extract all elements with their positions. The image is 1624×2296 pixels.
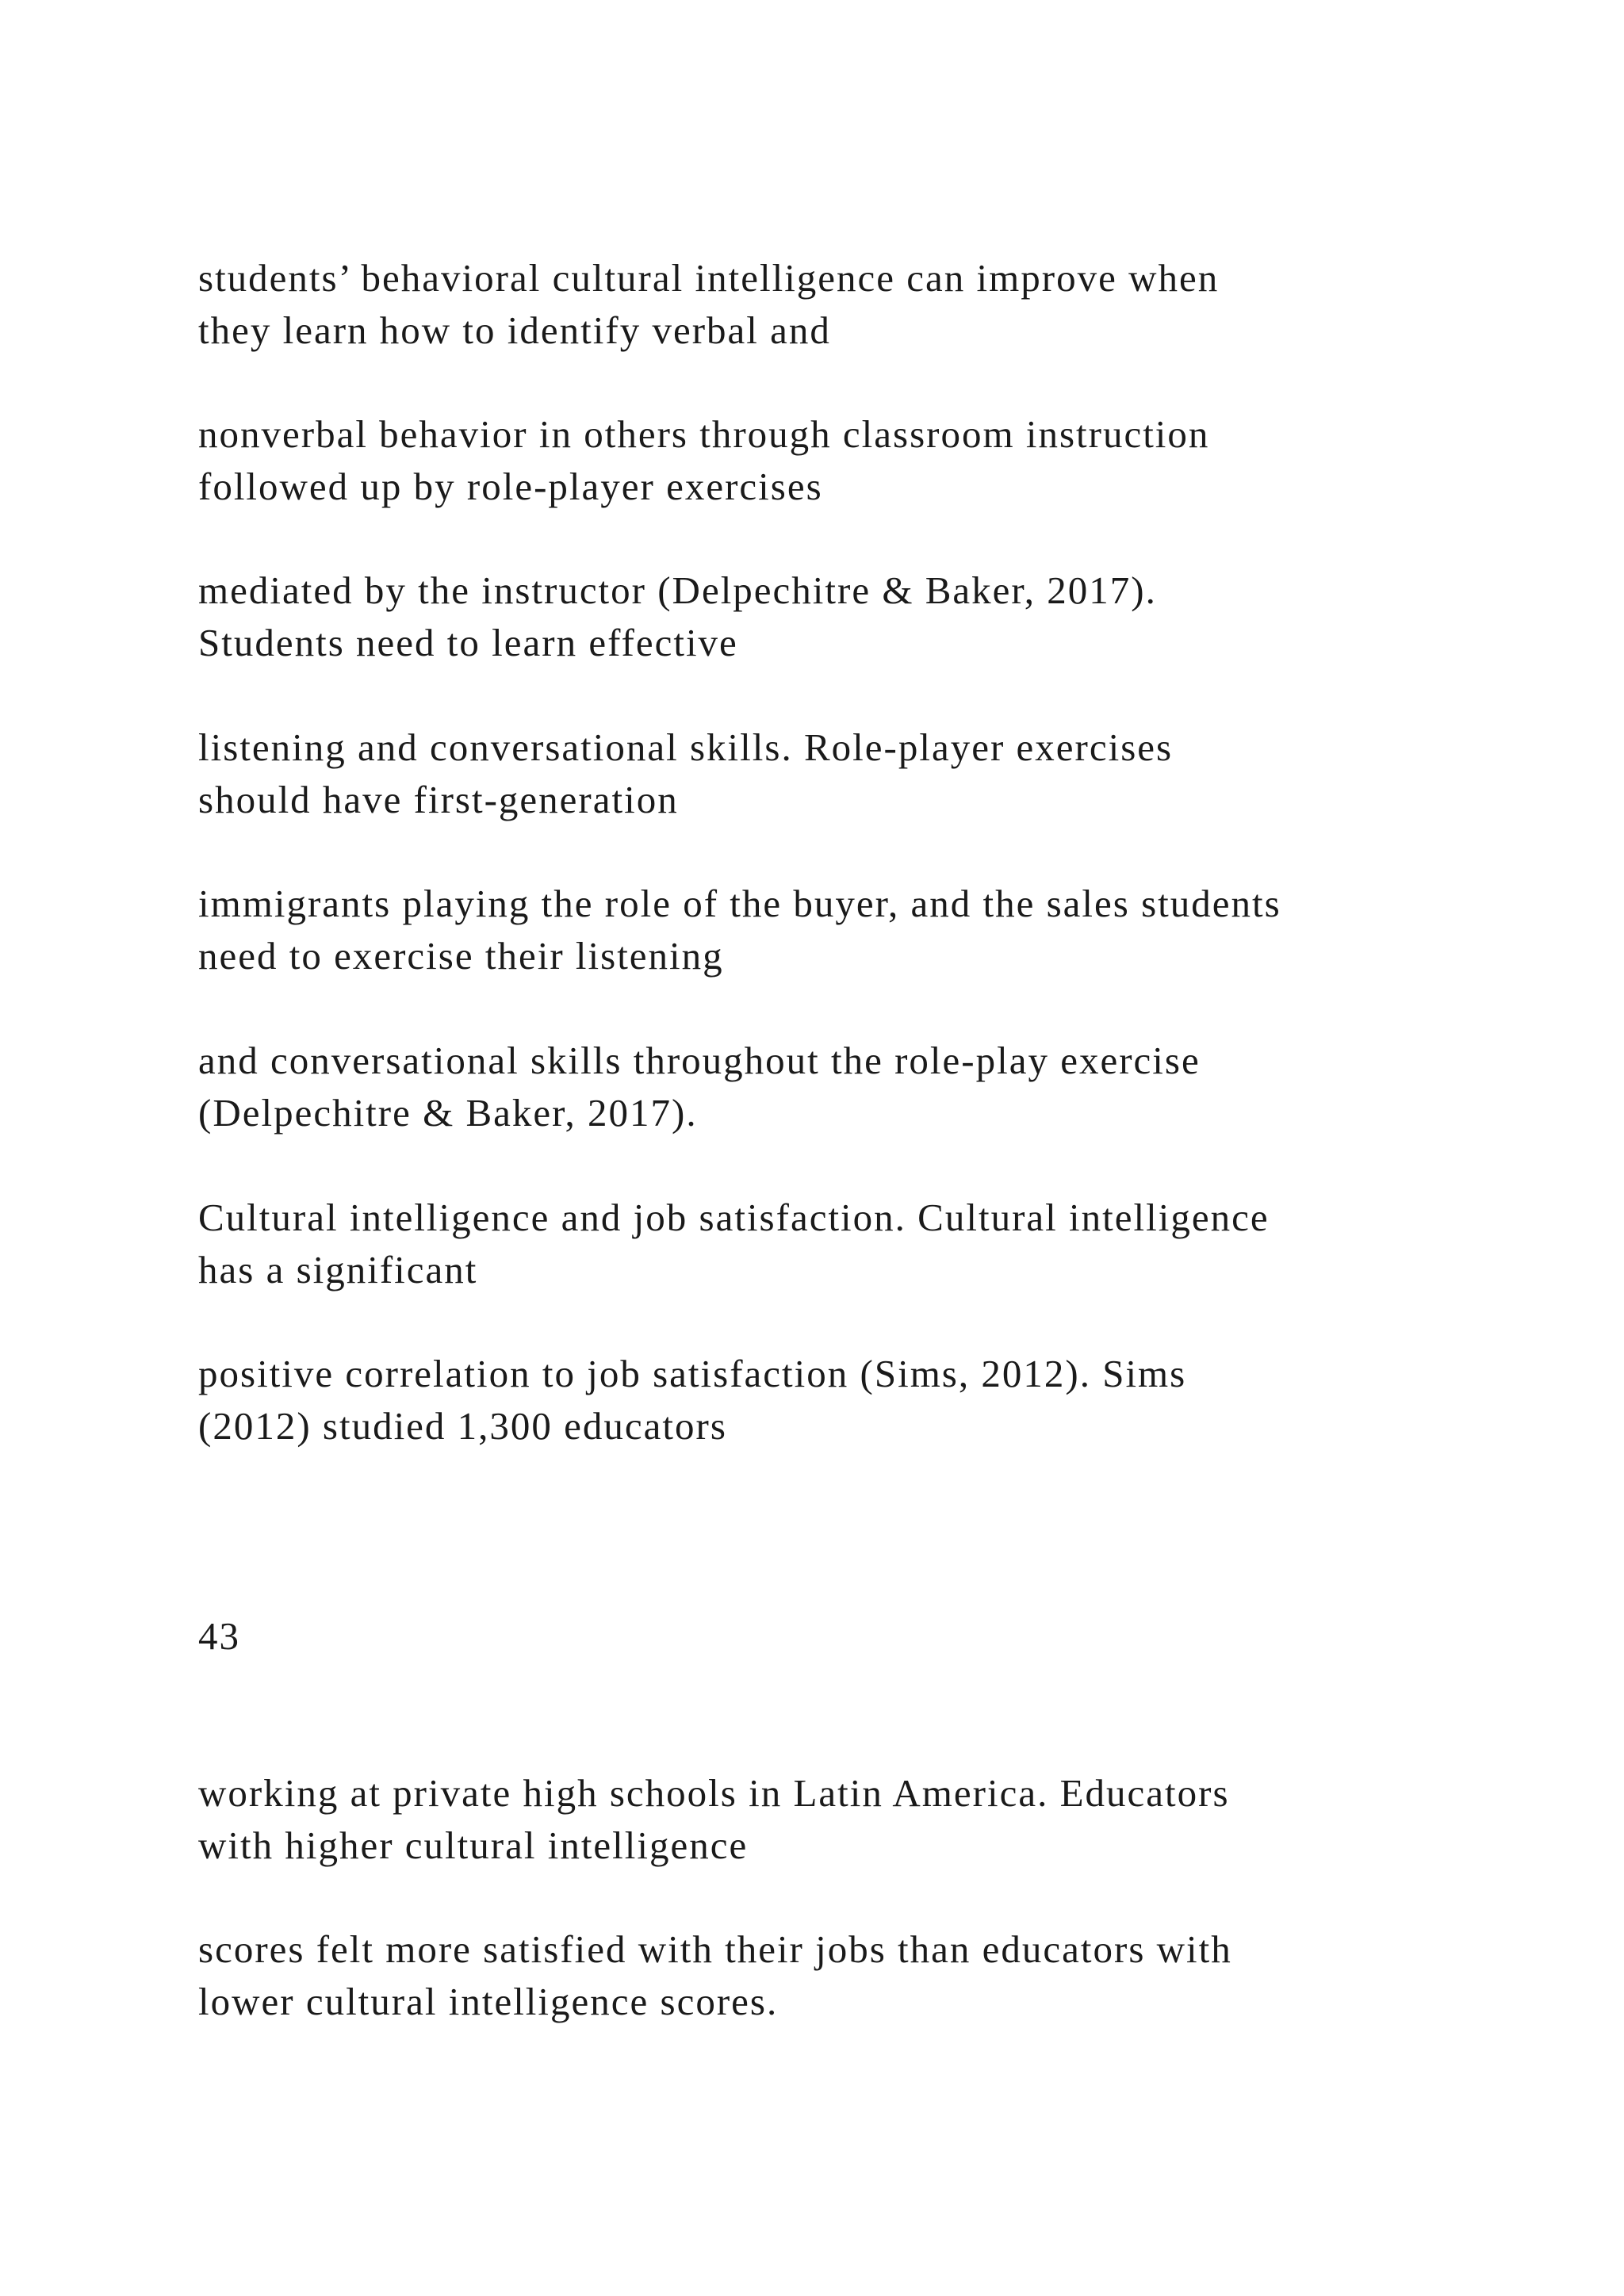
text-line: Cultural intelligence and job satisfaction. Cultural intelligence — [198, 1196, 1270, 1239]
text-line: students’ behavioral cultural intelligence can improve when — [198, 256, 1220, 300]
text-line: followed up by role-player exercises — [198, 465, 823, 508]
paragraph-1 — [198, 252, 1219, 357]
text-line: and conversational skills throughout the role-play exercise — [198, 1039, 1201, 1082]
paragraph-2 — [198, 408, 1209, 513]
paragraph-9 — [198, 1767, 1230, 1872]
paragraph-8 — [198, 1348, 1186, 1452]
text-line: lower cultural intelligence scores. — [198, 1980, 779, 2023]
paragraph-7 — [198, 1192, 1270, 1296]
paragraph-5 — [198, 878, 1281, 982]
paragraph-6 — [198, 1035, 1201, 1139]
text-line: positive correlation to job satisfaction (Sims, 2012). Sims — [198, 1352, 1187, 1395]
paragraph-4 — [198, 721, 1173, 826]
paragraph-10 — [198, 1923, 1232, 2028]
text-line: need to exercise their listening — [198, 934, 724, 978]
text-line: (Delpechitre & Baker, 2017). — [198, 1091, 698, 1135]
text-line: has a significant — [198, 1248, 478, 1292]
text-line: with higher cultural intelligence — [198, 1823, 749, 1867]
text-line: mediated by the instructor (Delpechitre & Baker, 2017). — [198, 568, 1157, 612]
paragraph-3 — [198, 564, 1157, 669]
text-line: scores felt more satisfied with their jobs than educators with — [198, 1927, 1232, 1971]
text-line: listening and conversational skills. Role-player exercises — [198, 725, 1174, 769]
text-line: immigrants playing the role of the buyer, and the sales students — [198, 882, 1281, 925]
page-number: 43 — [198, 1614, 240, 1658]
text-line: they learn how to identify verbal and — [198, 308, 831, 352]
text-line: (2012) studied 1,300 educators — [198, 1404, 727, 1448]
text-line: should have first-generation — [198, 778, 679, 821]
text-line: working at private high schools in Latin America. Educators — [198, 1771, 1230, 1815]
text-line: nonverbal behavior in others through classroom instruction — [198, 412, 1210, 456]
text-line: Students need to learn effective — [198, 621, 738, 664]
